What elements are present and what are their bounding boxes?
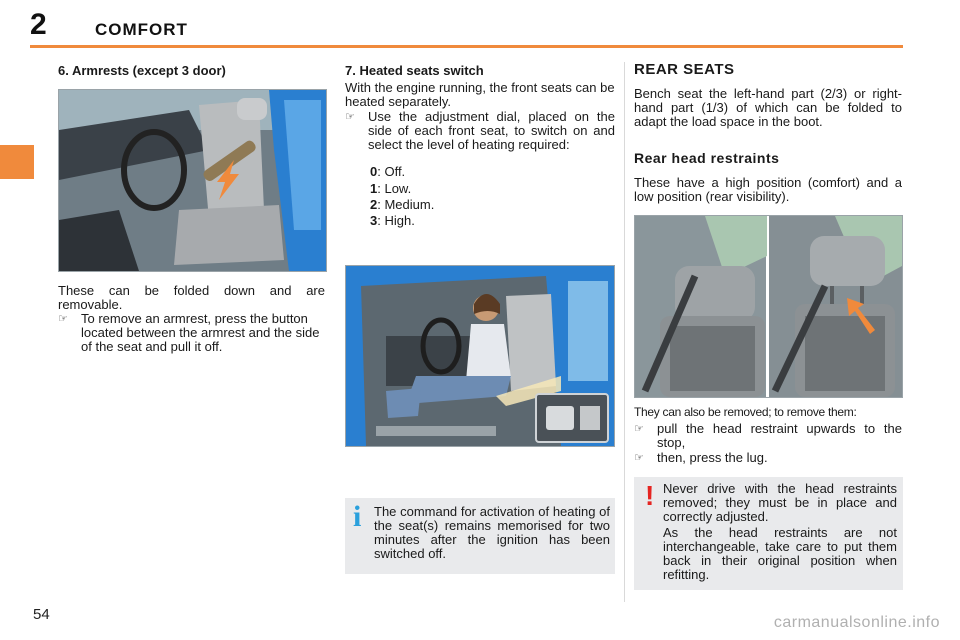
heat-level-1: 1: Low.	[370, 181, 412, 196]
rear-head-restraints-removal: They can also be removed; to remove them:	[634, 405, 857, 419]
heat-level-2: 2: Medium.	[370, 197, 435, 212]
rear-head-restraints-bullet-1-text: pull the head restraint upwards to the stop,	[657, 421, 902, 450]
hand-pointer-icon: ☞	[634, 452, 644, 464]
warning-icon: !	[645, 480, 655, 511]
heated-seats-info-text: The command for activation of heating of the seat(s) remains memorised for two minutes after the ignition has been switched off.	[374, 504, 610, 561]
info-icon: i	[353, 500, 362, 533]
armrest-photo	[58, 89, 327, 272]
armrests-body: These can be folded down and are removable.	[58, 283, 325, 312]
hand-pointer-icon: ☞	[345, 111, 355, 123]
rear-head-restraints-body: These have a high position (comfort) and a low position (rear visibility).	[634, 175, 902, 204]
heated-seats-bullet-text: Use the adjustment dial, placed on the side of each front seat, to switch on and select the level of heating required:	[368, 109, 615, 152]
rear-head-restraints-title: Rear head restraints	[634, 150, 780, 166]
armrests-bullet-text: To remove an armrest, press the button located between the armrest and the side of the seat and pull it off.	[81, 311, 320, 354]
rear-seats-title: REAR SEATS	[634, 61, 735, 78]
page-number: 54	[33, 606, 50, 623]
heated-seats-intro: With the engine running, the front seats can be heated separately.	[345, 80, 615, 109]
heat-level-0: 0: Off.	[370, 164, 406, 179]
column-divider	[624, 62, 625, 602]
chapter-title: COMFORT	[95, 20, 188, 39]
rear-head-restraints-bullet-2-text: then, press the lug.	[657, 450, 768, 465]
warning-text-1: Never drive with the head restraints removed; they must be in place and correctly adjusted.	[663, 481, 897, 524]
heated-seats-title: 7. Heated seats switch	[345, 63, 484, 78]
header-rule	[30, 45, 903, 48]
watermark: carmanualsonline.info	[773, 614, 940, 631]
hand-pointer-icon: ☞	[634, 423, 644, 435]
chapter-tab	[0, 145, 34, 179]
head-restraint-photo	[634, 215, 903, 398]
hand-pointer-icon: ☞	[58, 313, 68, 325]
armrests-title: 6. Armrests (except 3 door)	[58, 63, 226, 78]
rear-seats-body: Bench seat the left-hand part (2/3) or right-hand part (1/3) of which can be folded to adapt the load space in the boot.	[634, 86, 902, 129]
heat-level-3: 3: High.	[370, 213, 415, 228]
warning-text-2: As the head restraints are not interchangeable, take care to put them back in their original position when refitting.	[663, 525, 897, 582]
heated-seats-info-box	[345, 498, 615, 574]
head-restraints-warning-box	[634, 477, 903, 590]
chapter-number: 2	[30, 8, 47, 41]
heated-seat-photo	[345, 265, 615, 447]
